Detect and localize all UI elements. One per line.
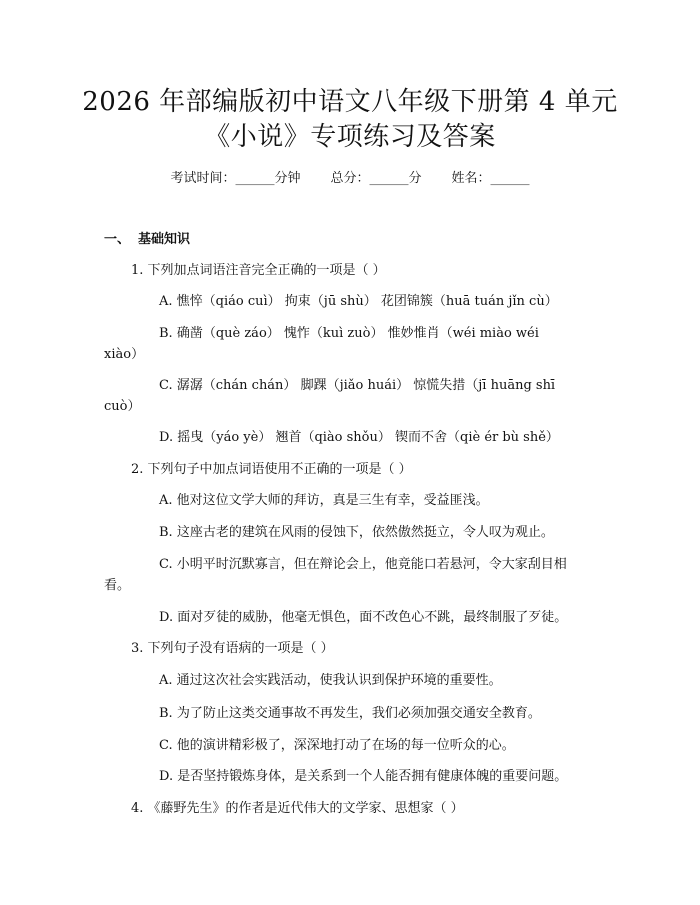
question-4-stem: 4. 《藤野先生》的作者是近代伟大的文学家、思想家（ ）: [131, 801, 464, 816]
exam-info-line: [0, 170, 700, 188]
question-3-option-d: D. 是否坚持锻炼身体，是关系到一个人能否拥有健康体魄的重要问题。: [159, 769, 568, 784]
question-1-option-d: D. 摇曳（yáo yè） 翘首（qiào shǒu） 锲而不舍（qiè ér bù shě）: [159, 430, 559, 445]
question-1-option-a: A. 憔悴（qiáo cuì） 拘束（jū shù） 花团锦簇（huā tuán jǐn cù）: [159, 294, 558, 309]
page-title-line-1: 2026 年部编版初中语文八年级下册第 4 单元: [82, 87, 618, 117]
question-3-stem: 3. 下列句子没有语病的一项是（ ）: [131, 641, 334, 656]
question-2-option-b: B. 这座古老的建筑在风雨的侵蚀下，依然傲然挺立，令人叹为观止。: [159, 525, 554, 540]
question-2-option-c-wrap: 看。: [104, 578, 131, 593]
question-2-option-a: A. 他对这位文学大师的拜访，真是三生有幸，受益匪浅。: [159, 493, 489, 508]
student-name-field: 姓名：______: [451, 171, 530, 186]
question-1-option-b-wrap: xiào）: [104, 347, 145, 362]
question-3-option-a: A. 通过这次社会实践活动，使我认识到保护环境的重要性。: [159, 673, 502, 688]
question-1-option-c-wrap: cuò）: [104, 399, 141, 414]
exam-time-field: 考试时间：______分钟: [170, 171, 301, 186]
question-3-option-c: C. 他的演讲精彩极了，深深地打动了在场的每一位听众的心。: [159, 738, 515, 753]
question-1-option-c: C. 潺潺（chán chán） 脚踝（jiǎo huái） 惊慌失措（jī huāng shī: [159, 378, 556, 393]
page-title-line-2: 《小说》专项练习及答案: [204, 122, 496, 152]
question-2-stem: 2. 下列句子中加点词语使用不正确的一项是（ ）: [131, 462, 412, 477]
section-title: 基础知识: [138, 232, 191, 247]
question-1-stem: 1. 下列加点词语注音完全正确的一项是（ ）: [131, 263, 386, 278]
section-heading-basics: [104, 231, 190, 249]
question-3-option-b: B. 为了防止这类交通事故不再发生，我们必须加强交通安全教育。: [159, 706, 541, 721]
question-2-option-c: C. 小明平时沉默寡言，但在辩论会上，他竟能口若悬河，令大家刮目相: [159, 557, 567, 572]
question-1-option-b: B. 确凿（què záo） 愧怍（kuì zuò） 惟妙惟肖（wéi miào wéi: [159, 326, 539, 341]
total-score-field: 总分：______分: [330, 171, 422, 186]
question-2-option-d: D. 面对歹徒的威胁，他毫无惧色，面不改色心不跳，最终制服了歹徒。: [159, 610, 568, 625]
section-number: 一、: [104, 232, 131, 247]
